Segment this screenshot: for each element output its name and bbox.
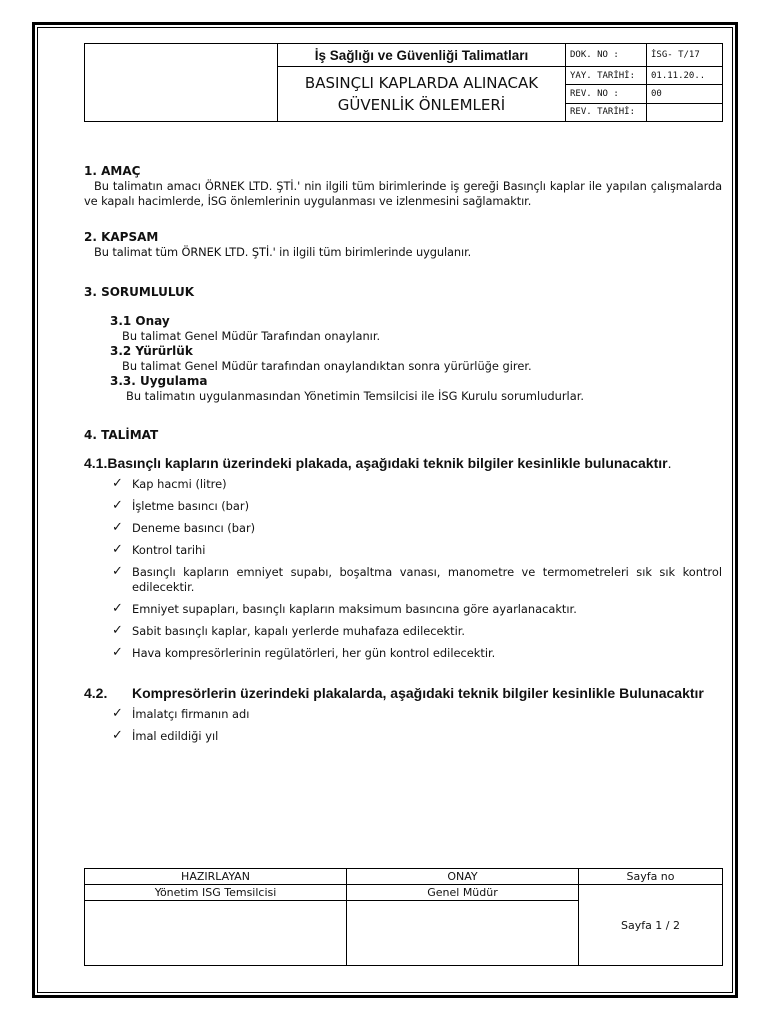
rev-no-label: REV. NO : (566, 85, 647, 103)
rev-date-label: REV. TARİHİ: (566, 103, 647, 121)
section-41-title-end: . (667, 455, 672, 471)
section-talimat-title: 4. TALİMAT (84, 428, 159, 442)
checkmark-icon: ✓ (112, 564, 123, 579)
section-sorumluluk-title: 3. SORUMLULUK (84, 285, 195, 299)
checkmark-icon: ✓ (112, 498, 123, 513)
checkmark-icon: ✓ (112, 542, 123, 557)
prepared-by-value: Yönetim ISG Temsilcisi (85, 885, 347, 901)
list-item: ✓ İmalatçı firmanın adı (112, 706, 250, 721)
list-item: ✓ Deneme basıncı (bar) (112, 520, 256, 535)
sorumluluk-uygulama-title: 3.3. Uygulama (110, 374, 208, 388)
sorumluluk-yururluk-text: Bu talimat Genel Müdür tarafından onaylandıktan sonra yürürlüğe girer. (122, 359, 532, 373)
publish-date-value: 01.11.20.. (647, 67, 723, 85)
sorumluluk-yururluk-title: 3.2 Yürürlük (110, 344, 193, 358)
main-title: İş Sağlığı ve Güvenliği Talimatları (278, 44, 566, 67)
checkmark-icon: ✓ (112, 476, 123, 491)
checkmark-icon: ✓ (112, 601, 123, 616)
page-number: Sayfa 1 / 2 (579, 885, 723, 966)
section-kapsam-text: Bu talimat tüm ÖRNEK LTD. ŞTİ.' in ilgili tüm birimlerinde uygulanır. (94, 245, 472, 259)
prepared-by-signature (85, 901, 347, 966)
document-body (84, 164, 722, 751)
section-42-title (84, 686, 722, 701)
list-item: ✓ Sabit basınçlı kaplar, kapalı yerlerde muhafaza edilecektir. (112, 623, 466, 638)
sorumluluk-onay (110, 314, 722, 344)
checkmark-icon: ✓ (112, 706, 123, 721)
doc-no-value: İSG- T/17 (647, 44, 723, 67)
section-42-list (84, 707, 722, 744)
rev-no-value: 00 (647, 85, 723, 103)
list-item: ✓ Hava kompresörlerinin regülatörleri, her gün kontrol edilecektir. (112, 645, 496, 660)
document-header-table (84, 43, 723, 122)
checkmark-icon: ✓ (112, 645, 123, 660)
section-41-title-text: 4.1.Basınçlı kapların üzerindeki plakada, aşağıdaki teknik bilgiler kesinlikle bulunacaktır (84, 455, 668, 471)
publish-date-label: YAY. TARİHİ: (566, 67, 647, 85)
list-item: ✓ Kontrol tarihi (112, 542, 206, 557)
list-item: ✓ Kap hacmi (litre) (112, 476, 227, 491)
sorumluluk-uygulama (110, 374, 722, 404)
sorumluluk-onay-title: 3.1 Onay (110, 314, 170, 328)
sorumluluk-onay-text: Bu talimat Genel Müdür Tarafından onaylanır. (122, 329, 381, 343)
list-item: ✓ İşletme basıncı (bar) (112, 498, 250, 513)
list-item: ✓ Emniyet supapları, basınçlı kapların maksimum basıncına göre ayarlanacaktır. (112, 601, 577, 616)
approval-footer-table (84, 868, 723, 966)
prepared-by-header: HAZIRLAYAN (85, 869, 347, 885)
section-amac-text: Bu talimatın amacı ÖRNEK LTD. ŞTİ.' nin ilgili tüm birimlerinde iş gereği Basınçlı kaplar ile yapılan çalışmalarda ve kapalı hacimlerde, İSG önlemlerinin uygulanması ve izlenmesini sağlamaktır. (84, 179, 722, 208)
section-41-title (84, 456, 722, 471)
document-title-line1: BASINÇLI KAPLARDA ALINACAK (304, 74, 539, 93)
list-item: ✓ Basınçlı kapların emniyet supabı, boşaltma vanası, manometre ve termometreleri sık sık kontrol edilecektir. (112, 564, 722, 594)
approval-value: Genel Müdür (347, 885, 579, 901)
section-amac-title: 1. AMAÇ (84, 164, 141, 178)
rev-date-value (647, 103, 723, 121)
list-item: ✓ İmal edildiği yıl (112, 728, 219, 743)
doc-no-label: DOK. NO : (566, 44, 647, 67)
page-no-header: Sayfa no (579, 869, 723, 885)
document-title-line2: GÜVENLİK ÖNLEMLERİ (337, 96, 506, 115)
document-title (278, 67, 566, 122)
checkmark-icon: ✓ (112, 623, 123, 638)
section-41-list (84, 477, 722, 661)
logo-cell (85, 44, 278, 122)
section-kapsam-title: 2. KAPSAM (84, 230, 159, 244)
sorumluluk-yururluk (110, 344, 722, 374)
approval-signature (347, 901, 579, 966)
checkmark-icon: ✓ (112, 520, 123, 535)
section-42-number: 4.2. (84, 685, 108, 701)
sorumluluk-uygulama-text: Bu talimatın uygulanmasından Yönetimin Temsilcisi ile İSG Kurulu sorumludurlar. (126, 389, 584, 403)
checkmark-icon: ✓ (112, 728, 123, 743)
approval-header: ONAY (347, 869, 579, 885)
section-42-title-text: Kompresörlerin üzerindeki plakalarda, aşağıdaki teknik bilgiler kesinlikle Bulunacaktır (132, 685, 704, 701)
